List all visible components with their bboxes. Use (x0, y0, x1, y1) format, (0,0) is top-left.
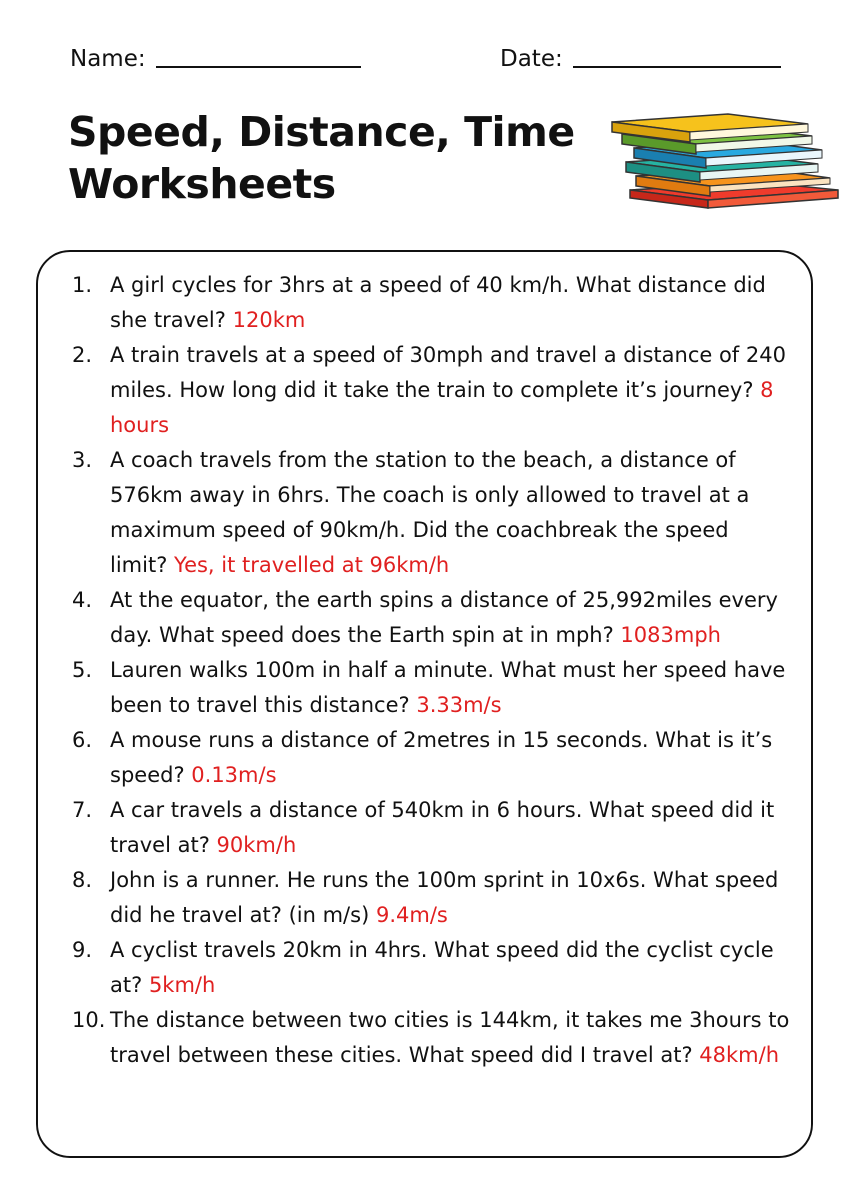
question-text: A cyclist travels 20km in 4hrs. What speed did the cyclist cycle at? (110, 938, 774, 997)
question-number: 5. (72, 658, 93, 682)
question-number: 1. (72, 273, 93, 297)
question-text: A car travels a distance of 540km in 6 hours. What speed did it travel at? (110, 798, 775, 857)
question-body (110, 1003, 792, 1073)
question-text: A train travels at a speed of 30mph and travel a distance of 240 miles. How long did it take the train to complete it’s journey? (110, 343, 786, 402)
questions-panel (36, 250, 813, 1158)
question-item (72, 443, 792, 583)
question-number: 7. (72, 798, 93, 822)
question-item (72, 793, 792, 863)
question-item (72, 723, 792, 793)
question-number: 2. (72, 343, 93, 367)
question-number: 3. (72, 448, 93, 472)
worksheet-title: Speed, Distance, Time Worksheets (68, 108, 575, 208)
date-blank-line (573, 66, 781, 68)
date-label: Date: (500, 46, 563, 72)
question-item (72, 268, 792, 338)
question-item (72, 583, 792, 653)
question-body (110, 863, 792, 933)
answer-text: 1083mph (620, 623, 721, 647)
question-number: 9. (72, 938, 93, 962)
date-field (500, 44, 781, 74)
question-text: Lauren walks 100m in half a minute. What must her speed have been to travel this distance? (110, 658, 786, 717)
question-text: At the equator, the earth spins a distance of 25,992miles every day. What speed does the Earth spin at in mph? (110, 588, 778, 647)
stack-of-books-icon (608, 112, 848, 216)
question-body (110, 653, 792, 723)
answer-text: 0.13m/s (191, 763, 277, 787)
question-text: The distance between two cities is 144km, it takes me 3hours to travel between these cities. What speed did I travel at? (110, 1008, 790, 1067)
question-number: 8. (72, 868, 93, 892)
question-body (110, 933, 792, 1003)
question-body (110, 338, 792, 443)
answer-text: 5km/h (148, 973, 216, 997)
question-list (72, 268, 792, 1073)
question-number: 6. (72, 728, 93, 752)
question-body (110, 793, 792, 863)
question-item (72, 863, 792, 933)
question-text: A coach travels from the station to the beach, a distance of 576km away in 6hrs. The coach is only allowed to travel at a maximum speed of 90km/h. Did the coachbreak the speed limit? (110, 448, 750, 577)
question-number: 10. (72, 1008, 106, 1032)
question-item (72, 653, 792, 723)
question-item (72, 933, 792, 1003)
question-body (110, 268, 792, 338)
question-item (72, 1003, 792, 1073)
question-number: 4. (72, 588, 93, 612)
answer-text: 120km (232, 308, 306, 332)
question-body (110, 583, 792, 653)
question-item (72, 338, 792, 443)
name-field (70, 44, 361, 74)
name-blank-line (156, 66, 361, 68)
question-text: A mouse runs a distance of 2metres in 15 seconds. What is it’s speed? (110, 728, 773, 787)
worksheet-header (70, 44, 780, 80)
question-text: A girl cycles for 3hrs at a speed of 40 km/h. What distance did she travel? (110, 273, 766, 332)
answer-text: 8 hours (110, 378, 774, 437)
question-body (110, 443, 792, 583)
answer-text: 48km/h (699, 1043, 780, 1067)
question-text: John is a runner. He runs the 100m sprint in 10x6s. What speed did he travel at? (in m/s) (110, 868, 779, 927)
name-label: Name: (70, 46, 146, 72)
question-body (110, 723, 792, 793)
answer-text: 90km/h (216, 833, 297, 857)
answer-text: 3.33m/s (416, 693, 502, 717)
answer-text: 9.4m/s (375, 903, 448, 927)
answer-text: Yes, it travelled at 96km/h (174, 553, 450, 577)
